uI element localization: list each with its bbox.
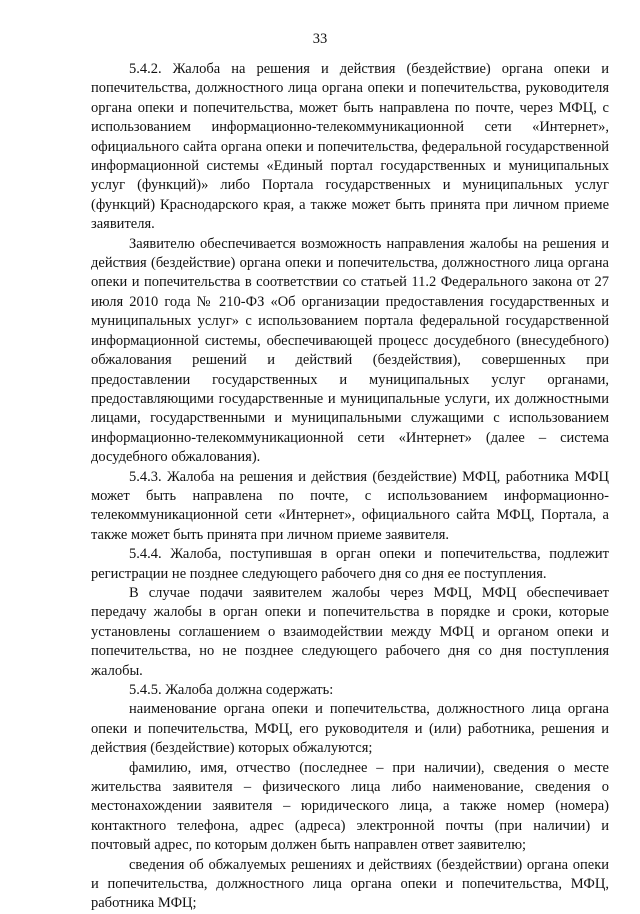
paragraph-appeal-system: Заявителю обеспечивается возможность направления жалобы на решения и действия (бездействие) органа опеки и попечительства, должностного лица органа опеки и попечительства в соответствии со статьей 11.2 Федерального закона от 27 июля 2010 года № 210-ФЗ «Об организации предоставления государственных и муниципальных услуг» с использованием портала федеральной государственной информационной системы, обеспечивающей процесс досудебного (внесудебного) обжалования решений и действий (бездействия), совершенных при предоставлении государственных и муниципальных услуг органами, предоставляющими государственные и муниципальные услуги, их должностными лицами, государственными и муниципальными служащими с использованием информационно-телекоммуникационной сети «Интернет» (далее – система досудебного обжалования). [91, 235, 609, 466]
page-number: 33 [312, 31, 328, 47]
paragraph-5-4-3: 5.4.3. Жалоба на решения и действия (бездействие) МФЦ, работника МФЦ может быть направлена по почте, с использованием информационно-телекоммуникационной сети «Интернет», официального сайта МФЦ, Портала, а также может быть принята при личном приеме заявителя. [91, 468, 609, 543]
paragraph-mfc-transfer: В случае подачи заявителем жалобы через МФЦ, МФЦ обеспечивает передачу жалобы в орган опеки и попечительства в порядке и сроки, которые установлены соглашением о взаимодействии между МФЦ и органом опеки и попечительства, но не позднее следующего рабочего дня со дня поступления жалобы. [91, 584, 609, 679]
paragraph-5-4-5: 5.4.5. Жалоба должна содержать: [129, 682, 334, 698]
list-item-organ-name: наименование органа опеки и попечительства, должностного лица органа опеки и попечительства, МФЦ, его руководителя и (или) работника, решения и действия (бездействие) которых обжалуются; [91, 701, 609, 757]
list-item-appealed-decisions: сведения об обжалуемых решениях и действиях (бездействии) органа опеки и попечительства, должностного лица органа опеки и попечительства, МФЦ, работника МФЦ; [91, 856, 609, 912]
paragraph-5-4-4: 5.4.4. Жалоба, поступившая в орган опеки и попечительства, подлежит регистрации не позднее следующего рабочего дня со дня ее поступления. [91, 546, 609, 582]
list-item-applicant-details: фамилию, имя, отчество (последнее – при наличии), сведения о месте жительства заявителя – физического лица либо наименование, сведения о местонахождении заявителя – юридического лица, а также номер (номера) контактного телефона, адрес (адреса) электронной почты (при наличии) и почтовый адрес, по которым должен быть направлен ответ заявителю; [91, 759, 609, 854]
document-body [91, 60, 609, 914]
paragraph-5-4-2: 5.4.2. Жалоба на решения и действия (бездействие) органа опеки и попечительства, должностного лица органа опеки и попечительства, руководителя органа опеки и попечительства, может быть направлена по почте, через МФЦ, с использованием информационно-телекоммуникационной сети «Интернет», официального сайта органа опеки и попечительства, федеральной государственной информационной системы «Единый портал государственных и муниципальных услуг (функций)» либо Портала государственных и муниципальных услуг (функций) Краснодарского края, а также может быть принята при личном приеме заявителя. [91, 61, 609, 233]
